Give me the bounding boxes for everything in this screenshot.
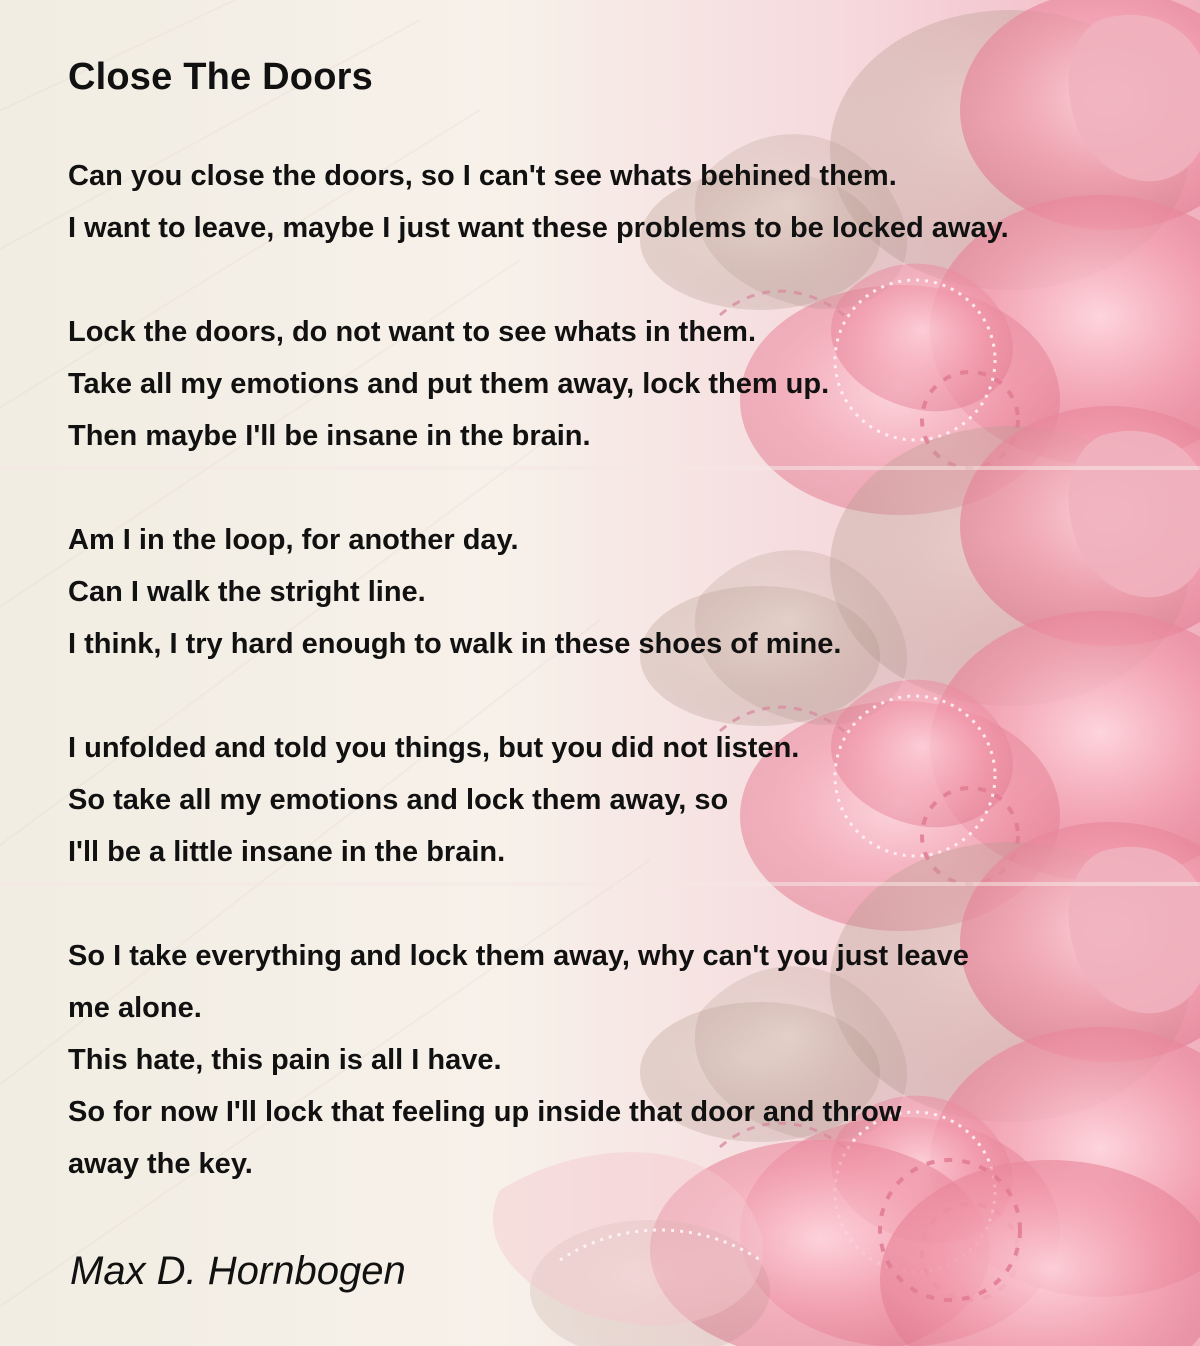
poem-stanza-1 (68, 150, 1158, 254)
poem-line: away the key. (68, 1148, 253, 1180)
poem-line: Take all my emotions and put them away, lock them up. (68, 368, 830, 400)
poem-stanza-5 (68, 930, 1158, 1190)
poem-line: Lock the doors, do not want to see whats in them. (68, 316, 756, 348)
poem-line: So for now I'll lock that feeling up inside that door and throw (68, 1096, 902, 1128)
poem-line: So I take everything and lock them away, why can't you just leave (68, 940, 969, 972)
poem-line: me alone. (68, 992, 202, 1024)
poem-line: Am I in the loop, for another day. (68, 524, 519, 556)
poem-line: Can I walk the stright line. (68, 576, 426, 608)
poem-stanza-2 (68, 306, 1158, 462)
poem-line: I unfolded and told you things, but you did not listen. (68, 732, 800, 764)
poem-line: I want to leave, maybe I just want these problems to be locked away. (68, 212, 1009, 244)
poem-line: This hate, this pain is all I have. (68, 1044, 502, 1076)
poem-line: So take all my emotions and lock them away, so (68, 784, 729, 816)
poem-author: Max D. Hornbogen (70, 1249, 406, 1293)
poem-stanza-4 (68, 722, 1158, 878)
poem-title: Close The Doors (68, 56, 373, 98)
poem-line: I think, I try hard enough to walk in these shoes of mine. (68, 628, 842, 660)
poem-body (68, 150, 1158, 1242)
poem-line: Can you close the doors, so I can't see whats behined them. (68, 160, 897, 192)
poem-line: I'll be a little insane in the brain. (68, 836, 506, 868)
poem-line: Then maybe I'll be insane in the brain. (68, 420, 591, 452)
poem-stanza-3 (68, 514, 1158, 670)
